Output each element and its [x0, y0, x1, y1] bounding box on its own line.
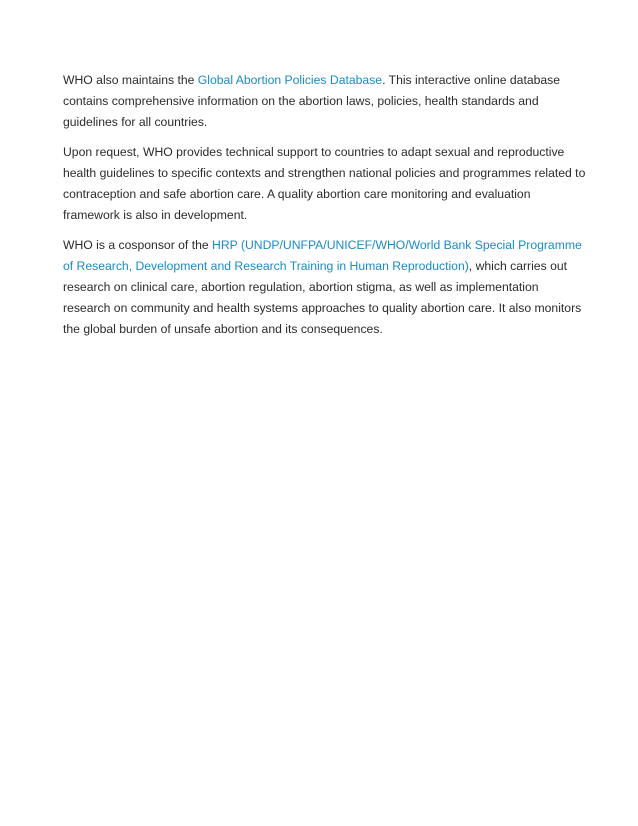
paragraph-technical-support: Upon request, WHO provides technical support to countries to adapt sexual and reproductive health guidelines to specific contexts and strengthen national policies and programmes related to contraception and safe abortion care. A quality abortion care monitoring and evaluation framework is also in development. — [63, 145, 586, 222]
paragraph-global-abortion-policies — [63, 70, 586, 133]
paragraph-3-text-after: , which carries out research on clinical care, abortion regulation, abortion stigma, as well as implementation research on community and health systems approaches to quality abortion care. It also monitors the global burden of unsafe abortion and its consequences. — [63, 259, 582, 336]
global-abortion-policies-database-link[interactable]: Global Abortion Policies Database — [197, 73, 383, 87]
hrp-programme-link[interactable]: HRP (UNDP/UNFPA/UNICEF/WHO/World Bank Special Programme of Research, Development and Research Training in Human Reproduction) — [63, 238, 582, 273]
paragraph-1-text-before: WHO also maintains the — [63, 73, 198, 87]
paragraph-3-text-before: WHO is a cosponsor of the — [63, 238, 213, 252]
paragraph-hrp-cosponsor — [63, 235, 586, 340]
paragraph-1-text-after: . This interactive online database contains comprehensive information on the abortion laws, policies, health standards and guidelines for all countries. — [63, 73, 561, 129]
